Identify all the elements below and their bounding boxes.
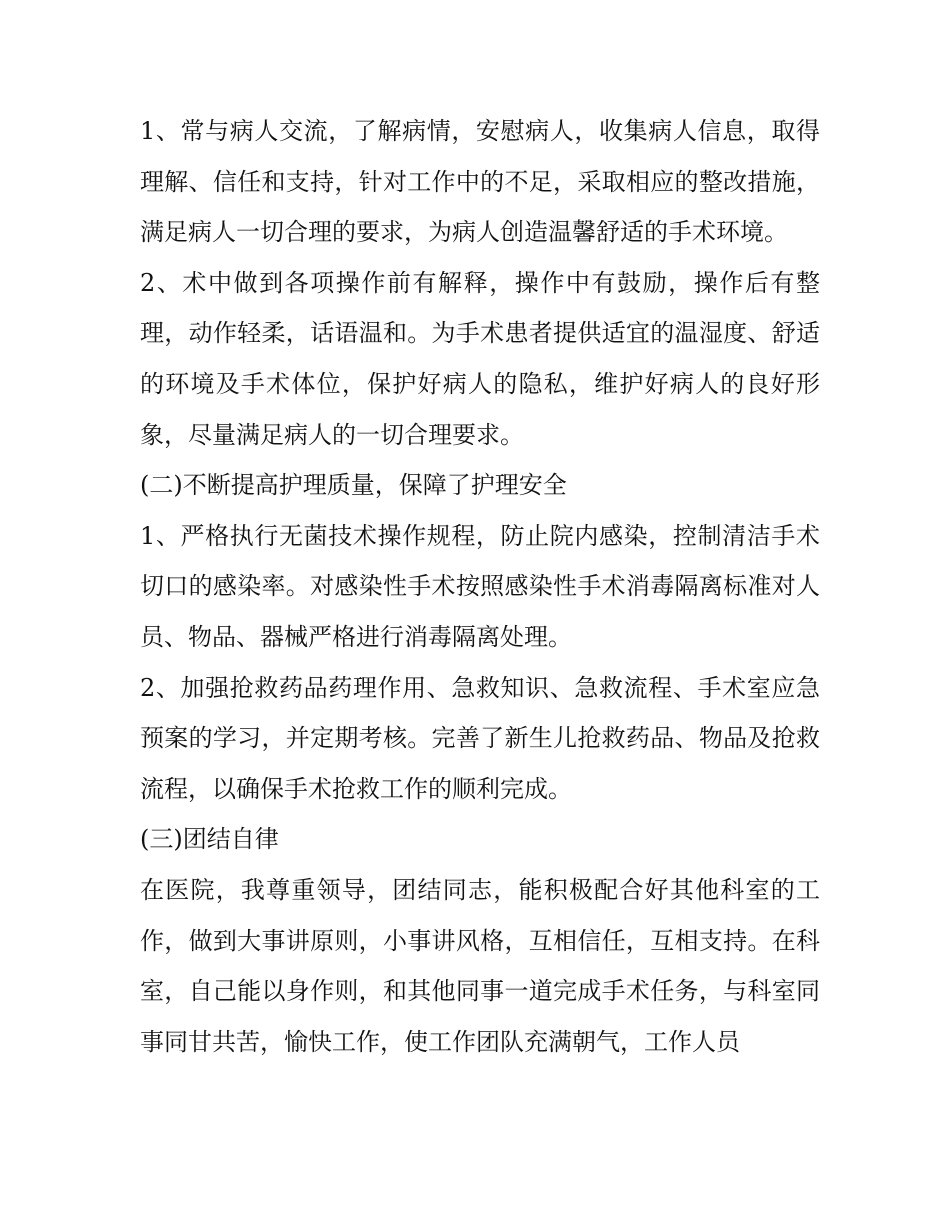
paragraph-3: 1、严格执行无菌技术操作规程，防止院内感染，控制清洁手术切口的感染率。对感染性手术按照感染性手术消毒隔离标准对人员、物品、器械严格进行消毒隔离处理。 bbox=[140, 521, 820, 651]
section-heading-2: (二)不断提高护理质量，保障了护理安全 bbox=[140, 471, 567, 500]
paragraph-4: 2、加强抢救药品药理作用、急救知识、急救流程、手术室应急预案的学习，并定期考核。完善了新生儿抢救药品、物品及抢救流程，以确保手术抢救工作的顺利完成。 bbox=[140, 673, 820, 803]
paragraph-1: 1、常与病人交流，了解病情，安慰病人，收集病人信息，取得理解、信任和支持，针对工作中的不足，采取相应的整改措施，满足病人一切合理的要求，为病人创造温馨舒适的手术环境。 bbox=[140, 117, 820, 247]
section-heading-3: (三)团结自律 bbox=[140, 825, 279, 854]
document-body bbox=[140, 106, 820, 1067]
paragraph-5: 在医院，我尊重领导，团结同志，能积极配合好其他科室的工作，做到大事讲原则，小事讲风格，互相信任，互相支持。在科室，自己能以身作则，和其他同事一道完成手术任务，与科室同事同甘共苦，愉快工作，使工作团队充满朝气，工作人员 bbox=[140, 875, 820, 1056]
paragraph-2: 2、术中做到各项操作前有解释，操作中有鼓励，操作后有整理，动作轻柔，话语温和。为手术患者提供适宜的温湿度、舒适的环境及手术体位，保护好病人的隐私，维护好病人的良好形象，尽量满足病人的一切合理要求。 bbox=[140, 268, 820, 449]
